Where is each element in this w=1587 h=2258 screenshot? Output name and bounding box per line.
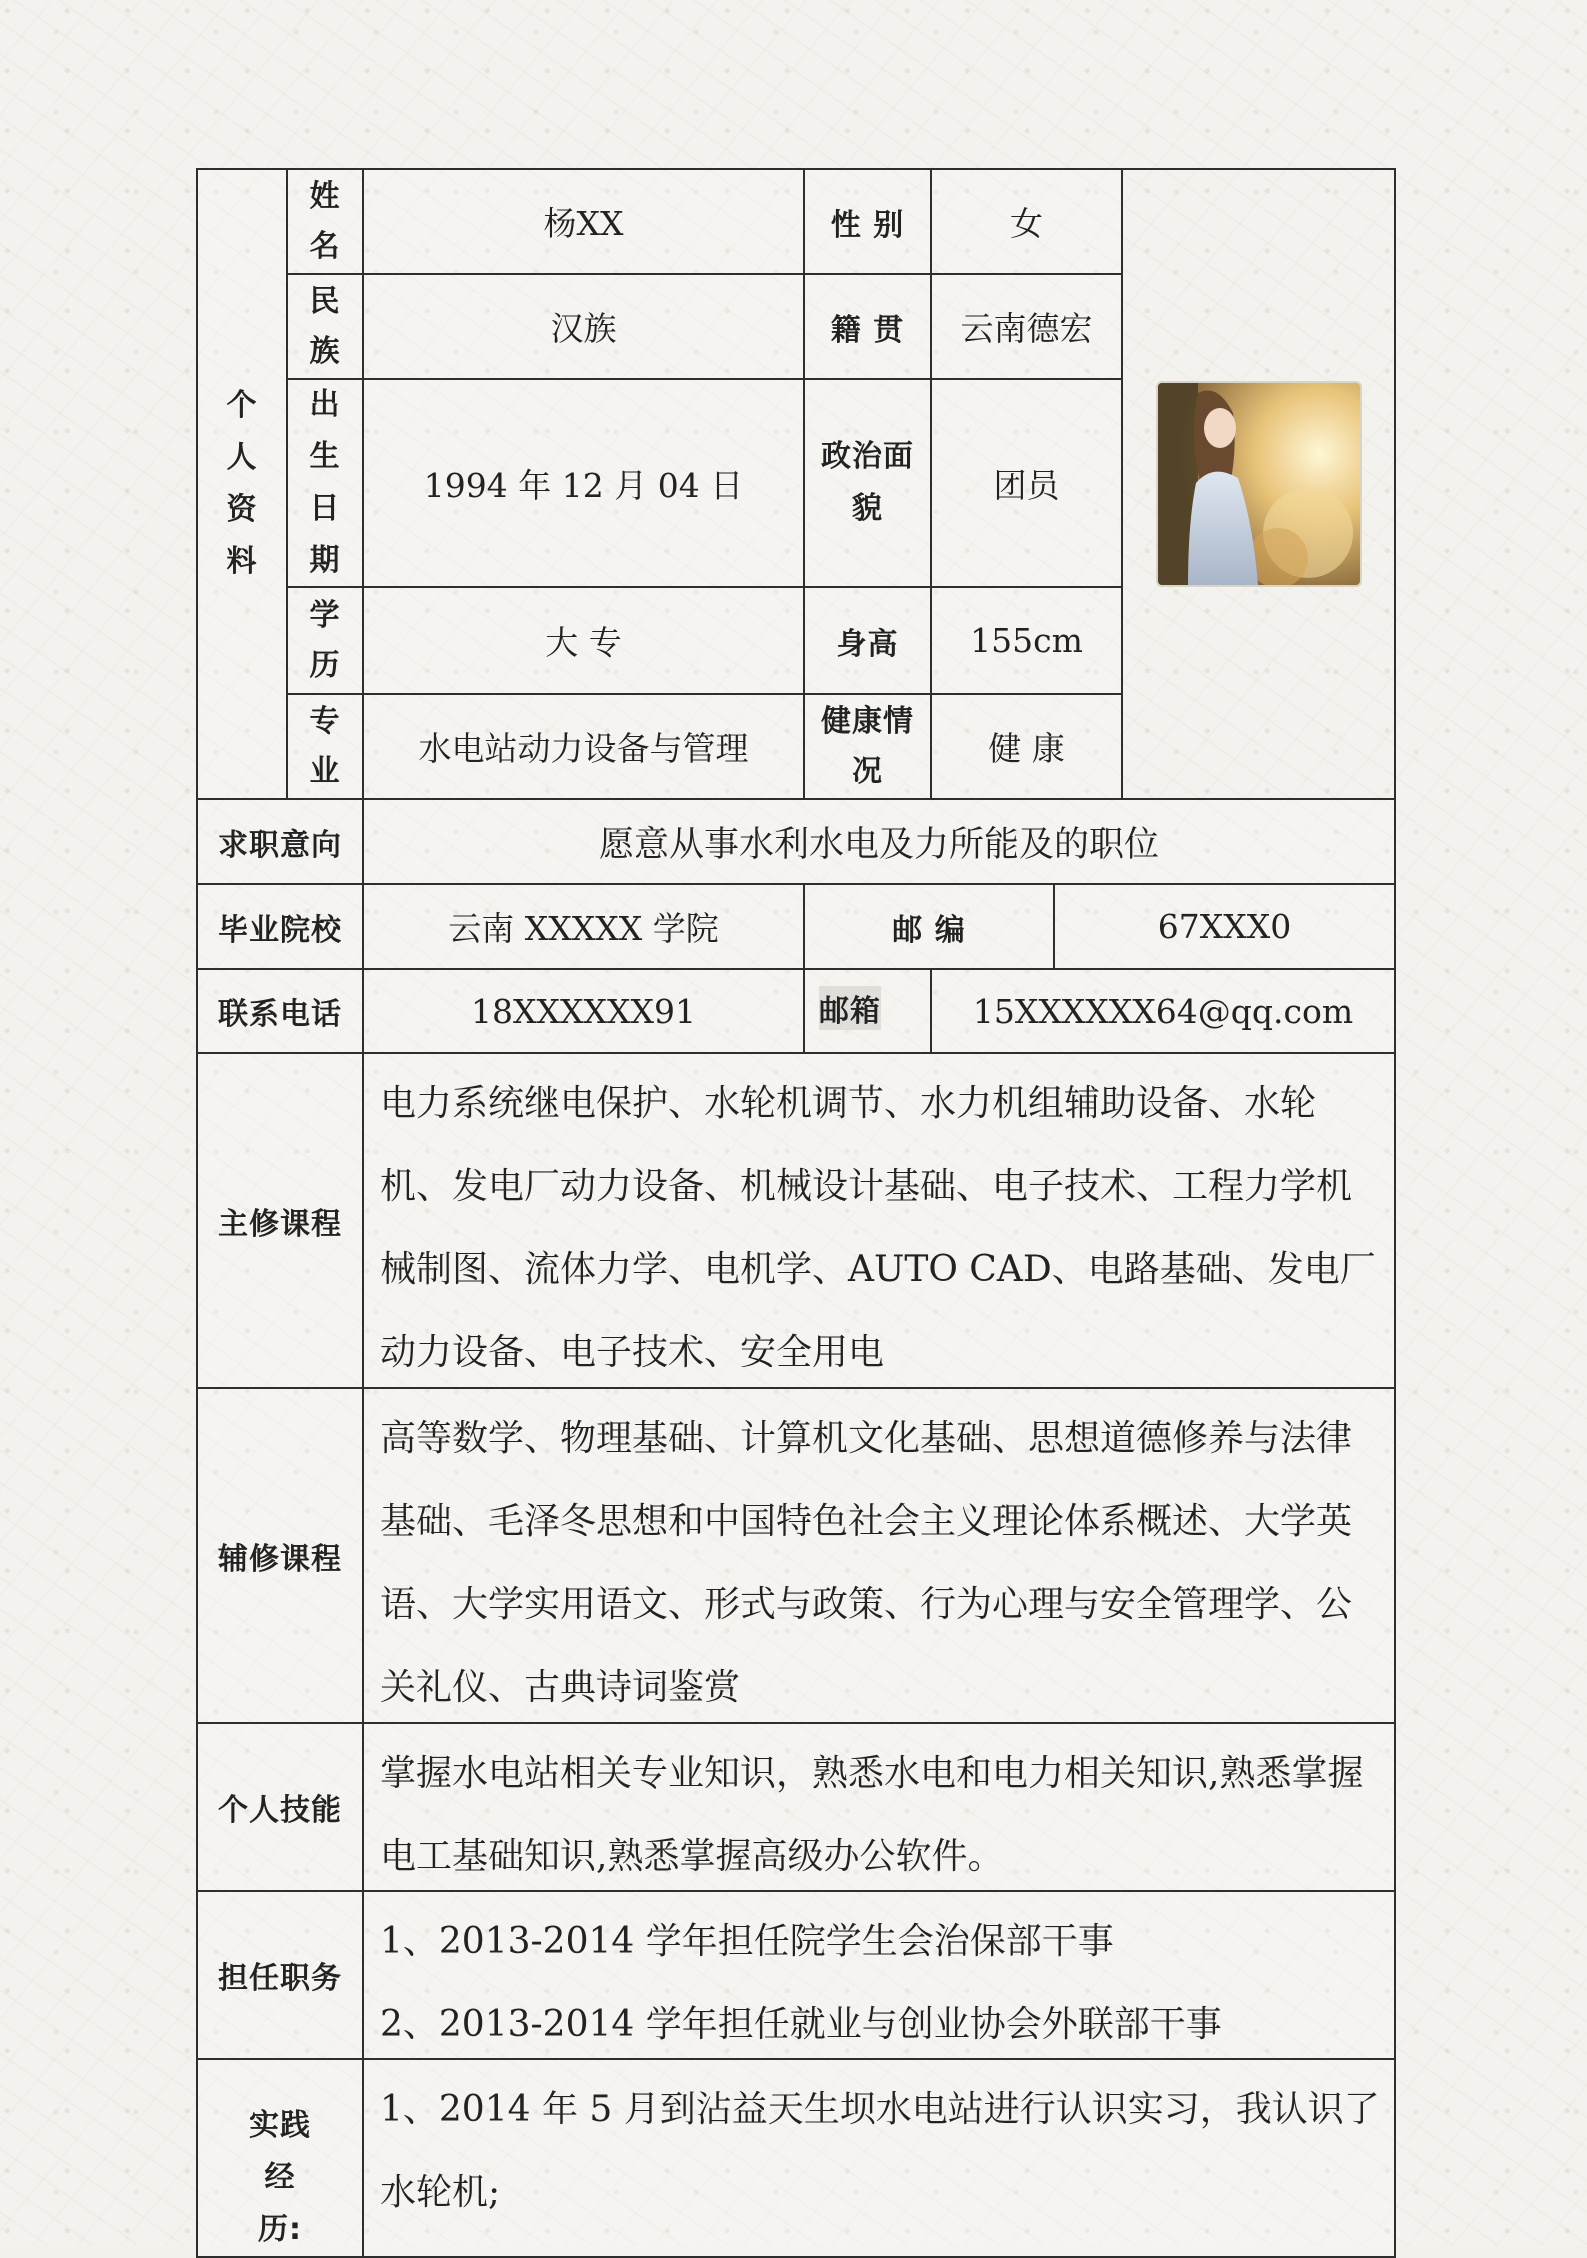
email-label: 邮箱	[803, 968, 932, 1054]
native-place-label: 籍 贯	[803, 273, 932, 380]
gender-label: 性 别	[803, 168, 932, 275]
positions-list	[362, 1890, 1396, 2060]
personal-section-text: 个人资料	[226, 388, 258, 579]
skills-text: 掌握水电站相关专业知识，熟悉水电和电力相关知识,熟悉掌握电工基础知识,熟悉掌握高级办公软件。	[362, 1722, 1396, 1892]
phone-label: 联系电话	[196, 968, 364, 1054]
height-value: 155cm	[930, 586, 1123, 695]
name-label: 姓名	[286, 168, 364, 275]
birth-date-label: 出生日期	[286, 378, 364, 588]
position-item: 2、2013-2014 学年担任就业与创业协会外联部干事	[380, 2004, 1222, 2045]
health-label: 健康情况	[803, 693, 932, 800]
native-place-value: 云南德宏	[930, 273, 1123, 380]
school-label: 毕业院校	[196, 883, 364, 970]
zip-label: 邮 编	[803, 883, 1055, 970]
education-value: 大 专	[362, 586, 805, 695]
education-label: 学历	[286, 586, 364, 695]
birth-date-value: 1994 年 12 月 04 日	[362, 378, 805, 588]
phone-value: 18XXXXXX91	[362, 968, 805, 1054]
major-value: 水电站动力设备与管理	[362, 693, 805, 800]
ethnicity-value: 汉族	[362, 273, 805, 380]
positions-label: 担任职务	[196, 1890, 364, 2060]
name-value: 杨XX	[362, 168, 805, 275]
political-label: 政治面貌	[803, 378, 932, 588]
skills-label: 个人技能	[196, 1722, 364, 1892]
photo-cell	[1121, 168, 1396, 800]
minor-courses-label: 辅修课程	[196, 1387, 364, 1724]
political-value: 团员	[930, 378, 1123, 588]
resume-table	[196, 168, 1396, 2245]
practice-text: 1、2014 年 5 月到沾益天生坝水电站进行认识实习，我认识了水轮机;	[362, 2058, 1396, 2258]
minor-courses-text: 高等数学、物理基础、计算机文化基础、思想道德修养与法律基础、毛泽冬思想和中国特色社会主义理论体系概述、大学英语、大学实用语文、形式与政策、行为心理与安全管理学、公关礼仪、古典诗词鉴赏	[362, 1387, 1396, 1724]
major-courses-label: 主修课程	[196, 1052, 364, 1389]
gender-value: 女	[930, 168, 1123, 275]
portrait-photo-image	[1158, 383, 1360, 585]
height-label: 身高	[803, 586, 932, 695]
major-label: 专业	[286, 693, 364, 800]
personal-section-label	[196, 168, 288, 800]
job-intention-label: 求职意向	[196, 798, 364, 885]
ethnicity-label: 民族	[286, 273, 364, 380]
portrait-photo	[1158, 383, 1360, 585]
zip-value: 67XXX0	[1053, 883, 1396, 970]
job-intention-value: 愿意从事水利水电及力所能及的职位	[362, 798, 1396, 885]
major-courses-text: 电力系统继电保护、水轮机调节、水力机组辅助设备、水轮机、发电厂动力设备、机械设计基础、电子技术、工程力学机械制图、流体力学、电机学、AUTO CAD、电路基础、发电厂动力设备、电子技术、安全用电	[362, 1052, 1396, 1389]
school-value: 云南 XXXXX 学院	[362, 883, 805, 970]
practice-label: 实践经历:	[196, 2058, 364, 2258]
health-value: 健 康	[930, 693, 1123, 800]
position-item: 1、2013-2014 学年担任院学生会治保部干事	[380, 1921, 1114, 1962]
email-value: 15XXXXXX64@qq.com	[930, 968, 1396, 1054]
